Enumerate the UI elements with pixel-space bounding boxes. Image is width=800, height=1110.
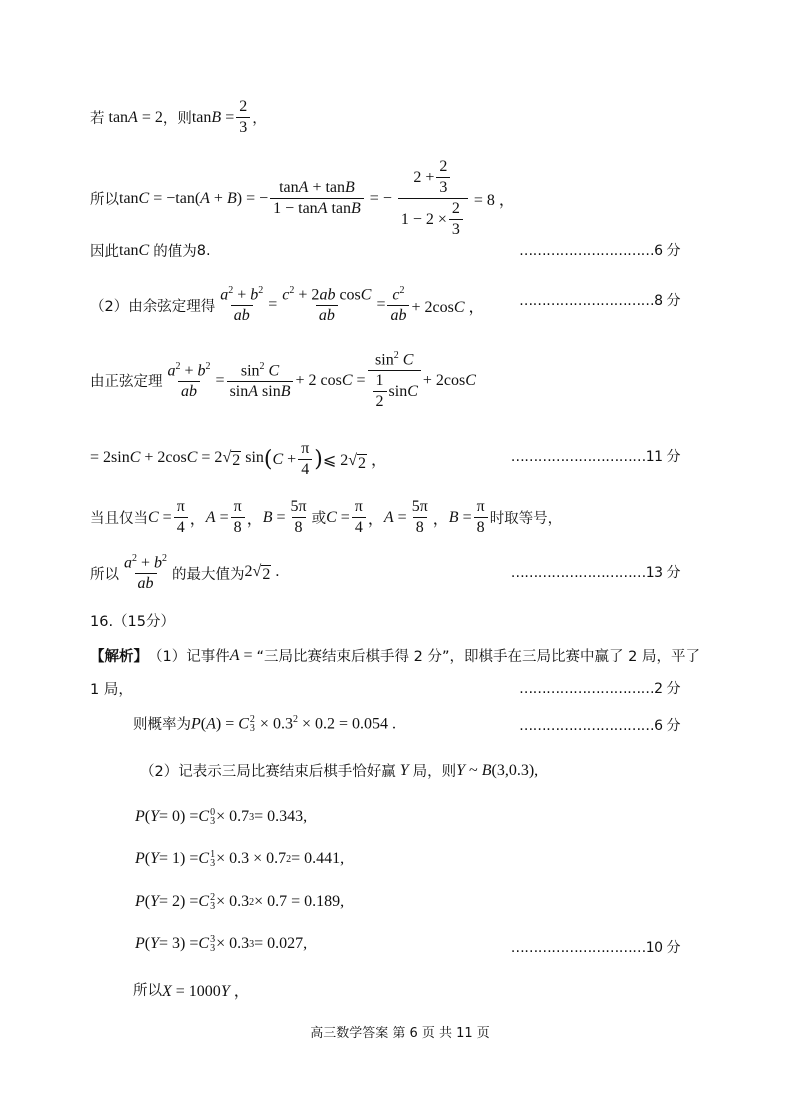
math-eq: = [376,296,386,314]
frac-sin2C: $\frac{\sin^2 C}{\text{sinA sinB}}$ [227,361,294,401]
score-13: …………………………13 分 [510,565,680,581]
math-eq: = [272,508,286,526]
math-eq: = [215,508,229,526]
page-footer: 高三数学答案 第 6 页 共 11 页 [310,1026,490,1041]
frac-c2-ab: $\frac{c^2}{ab}$ [387,285,409,325]
text-event: “三局比赛结束后棋手得 2 分”，即棋手在三局比赛中赢了 2 局，平了 [256,649,700,665]
frac-5pi-8-b: $\frac{5\pi}{8}$ [411,498,428,536]
math-eq: = − [365,189,396,207]
math-binomial: Y ~ B(3,0.3), [456,761,539,779]
math-tanB: tanB = [191,108,235,126]
math-X: X = 1000Y ， [162,983,250,1000]
math-eq: = [268,296,278,314]
paren-right: ) [314,447,323,472]
math-Y: Y [395,761,413,779]
frac-tanC-value: 2 + $\frac{2}{3}$ 1 − 2 × $\frac{2}{3}$ [398,158,468,239]
math-eq: = [158,508,172,526]
line-jiexi [90,645,700,666]
line-X [133,978,700,1001]
frac-a2b2-ab-2: $\frac{a^2 + b^2}{ab}$ [167,360,211,400]
math-2sqrt2: 2 √ 2 . [244,562,280,583]
math-event-A: A [229,646,240,664]
line-PY1: P ( Y = 1) = C 1 3 × 0.3 × 0.7 2 = 0.441, [135,849,345,869]
text-ju-ze: 局，则 [412,764,457,780]
line-tanC [90,158,700,239]
math-eq: = [336,508,350,526]
sep: ， [367,511,384,528]
text-one-ju: 1 局， [90,682,133,698]
frac-a2b2-ab: $\frac{a^2 + b^2}{ab}$ [220,285,264,325]
text-suoyi: 所以 [90,192,119,208]
line-equality [90,498,700,537]
sep: ， [246,511,263,528]
math-tanC-formula: tanC = −tan(A + B) = − [119,189,269,207]
math-2sinC: = 2sinC + 2cosC = 2 √ 2 sin [90,449,264,469]
text-suoyi-x: 所以 [133,983,162,999]
score-10: …………………………10 分 [510,940,680,956]
frac-pi-8-b: $\frac{\pi}{8}$ [474,498,488,537]
score-11: …………………………11 分 [510,449,680,465]
text-ze: ，则 [162,111,192,127]
math-B: B [262,508,273,526]
text-gailv: 则概率为 [133,717,191,733]
math-A: A [205,508,216,526]
text-jiexi-rest: （1）记事件 [148,649,230,665]
line-PY2: P ( Y = 2) = C 2 3 × 0.3 2 × 0.7 = 0.189, [135,892,345,912]
line-PY3: P ( Y = 3) = C 3 3 × 0.3 3 = 0.027, [135,934,308,954]
math-leq: ⩽ 2 √ 2 ， [322,451,388,472]
frac-5pi-8: $\frac{5\pi}{8}$ [290,498,307,536]
frac-pi-4-c: $\frac{\pi}{4}$ [352,498,366,537]
score-6b: …………………………6 分 [519,718,680,734]
math-eq: = [215,371,225,389]
math-B2: B [448,508,459,526]
text-de-zhi-wei: 的值为 [153,244,197,260]
line-tanA [90,98,700,137]
math-C-plus: C + [272,450,297,468]
math-prob-A: P(A) = C 2 3 × $0.3^2 \times 0.2 = 0.054$ . [191,713,396,735]
text-zhengxian: 由正弦定理 [90,374,163,391]
text-val8: 8. [196,242,211,259]
frac-tan-sum: $\frac{\tan A + \tan B}{\text{1 − tanA tanB}}$ [270,179,364,218]
line-PY0: P ( Y = 0) = C 0 3 × 0.7 3 = 0.343, [135,807,308,827]
math-plus-2cosC: + 2 cosC = [295,371,366,389]
math-result-8: = 8 ， [469,192,515,209]
line-part2 [140,760,700,781]
math-eq: = [458,508,472,526]
frac-pi-4-b: $\frac{\pi}{4}$ [174,498,188,537]
jiexi-label: 【解析】 [90,649,148,665]
frac-cosine: $\frac{c^2 + 2ab \cos C}{ab}$ [282,285,372,325]
sep: ， [189,511,206,528]
text-suoyi-2: 所以 [90,566,119,583]
line-sine [90,350,700,411]
score-2: …………………………2 分 [519,681,680,697]
paren-left: ( [263,447,273,472]
text-part2: （2）记表示三局比赛结束后棋手恰好赢 [140,764,396,780]
frac-sin2C-half: $\sin^2 C$ $\frac{1}{2}$ sin C [368,350,421,411]
frac-a2b2-ab-3: $\frac{a^2 + b^2}{ab}$ [124,553,168,593]
frac-pi-8: $\frac{\pi}{8}$ [231,498,245,537]
text-p2-intro: （2）由余弦定理得 [90,298,216,315]
math-eq: = [239,646,257,664]
text-yinci: 因此 [90,244,119,260]
q16-heading [90,610,700,631]
frac-pi-4: $\frac{\pi}{4}$ [298,440,312,479]
math-eq: = [393,508,407,526]
text-dangqie: 当且仅当 [90,511,148,527]
text-comma: ， [252,111,267,127]
text-shiqu: 时取等号， [489,511,563,527]
text-zuida: 的最大值为 [172,566,245,583]
sep: ， [432,511,449,528]
math-tanA: tanA = 2 [104,108,163,126]
math-plus-2cosC-2: + 2cosC [422,371,476,389]
score-8: …………………………8 分 [519,293,680,309]
math-A2: A [383,508,394,526]
math-C2: C [326,508,337,526]
score-6a: …………………………6 分 [519,243,680,259]
math-2cosC: + 2cosC ， [411,298,485,316]
q16-label: 16.（15分） [90,614,176,630]
text-huo: 或 [311,511,327,527]
frac-2-3: $\frac{2}{3}$ [236,98,250,137]
math-tanC: tanC [119,241,150,259]
text-ruo: 若 [90,111,105,127]
math-C: C [148,508,159,526]
